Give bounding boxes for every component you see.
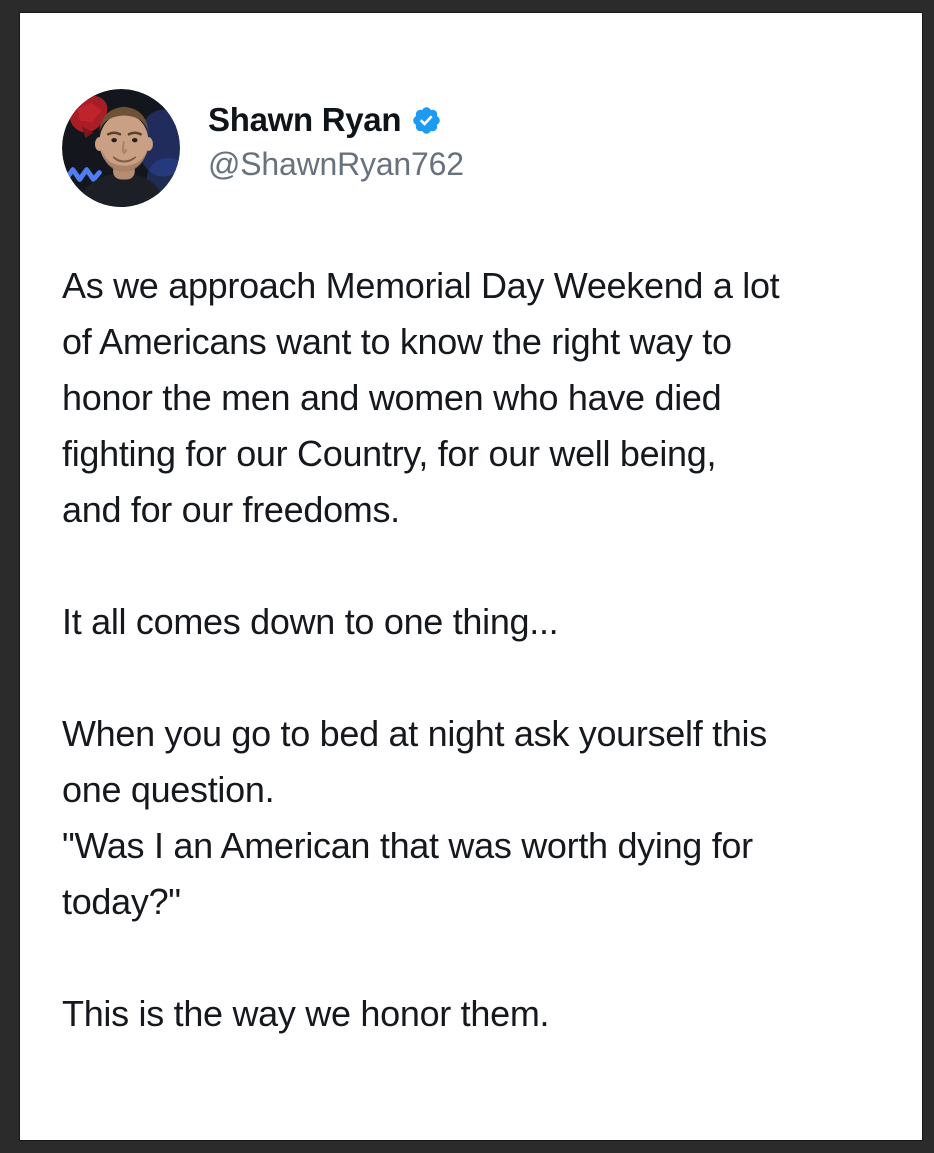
author-name-row (208, 101, 464, 139)
avatar[interactable] (62, 89, 180, 207)
tweet-blank-line (62, 930, 892, 986)
tweet-header (62, 89, 464, 207)
tweet-text-line: today?" (62, 881, 181, 922)
author-name[interactable]: Shawn Ryan (208, 101, 402, 138)
tweet-body (62, 258, 892, 1042)
tweet-text-line: one question. (62, 769, 275, 810)
tweet-blank-line (62, 538, 892, 594)
tweet-text-line: honor the men and women who have died (62, 377, 722, 418)
tweet-card (20, 13, 922, 1140)
author-id-block (208, 89, 464, 183)
tweet-text-line: and for our freedoms. (62, 489, 400, 530)
tweet-text-line: As we approach Memorial Day Weekend a lot (62, 265, 780, 306)
tweet-text-line: When you go to bed at night ask yourself this (62, 713, 767, 754)
tweet-text-line: This is the way we honor them. (62, 993, 550, 1034)
tweet-text-line: It all comes down to one thing... (62, 601, 559, 642)
avatar-image (62, 89, 180, 207)
tweet-text-line: fighting for our Country, for our well being, (62, 433, 717, 474)
tweet-blank-line (62, 650, 892, 706)
tweet-text-line: of Americans want to know the right way to (62, 321, 732, 362)
author-handle[interactable]: @ShawnRyan762 (208, 146, 464, 182)
tweet-text-line: "Was I an American that was worth dying for (62, 825, 753, 866)
verified-badge-icon (411, 105, 442, 136)
